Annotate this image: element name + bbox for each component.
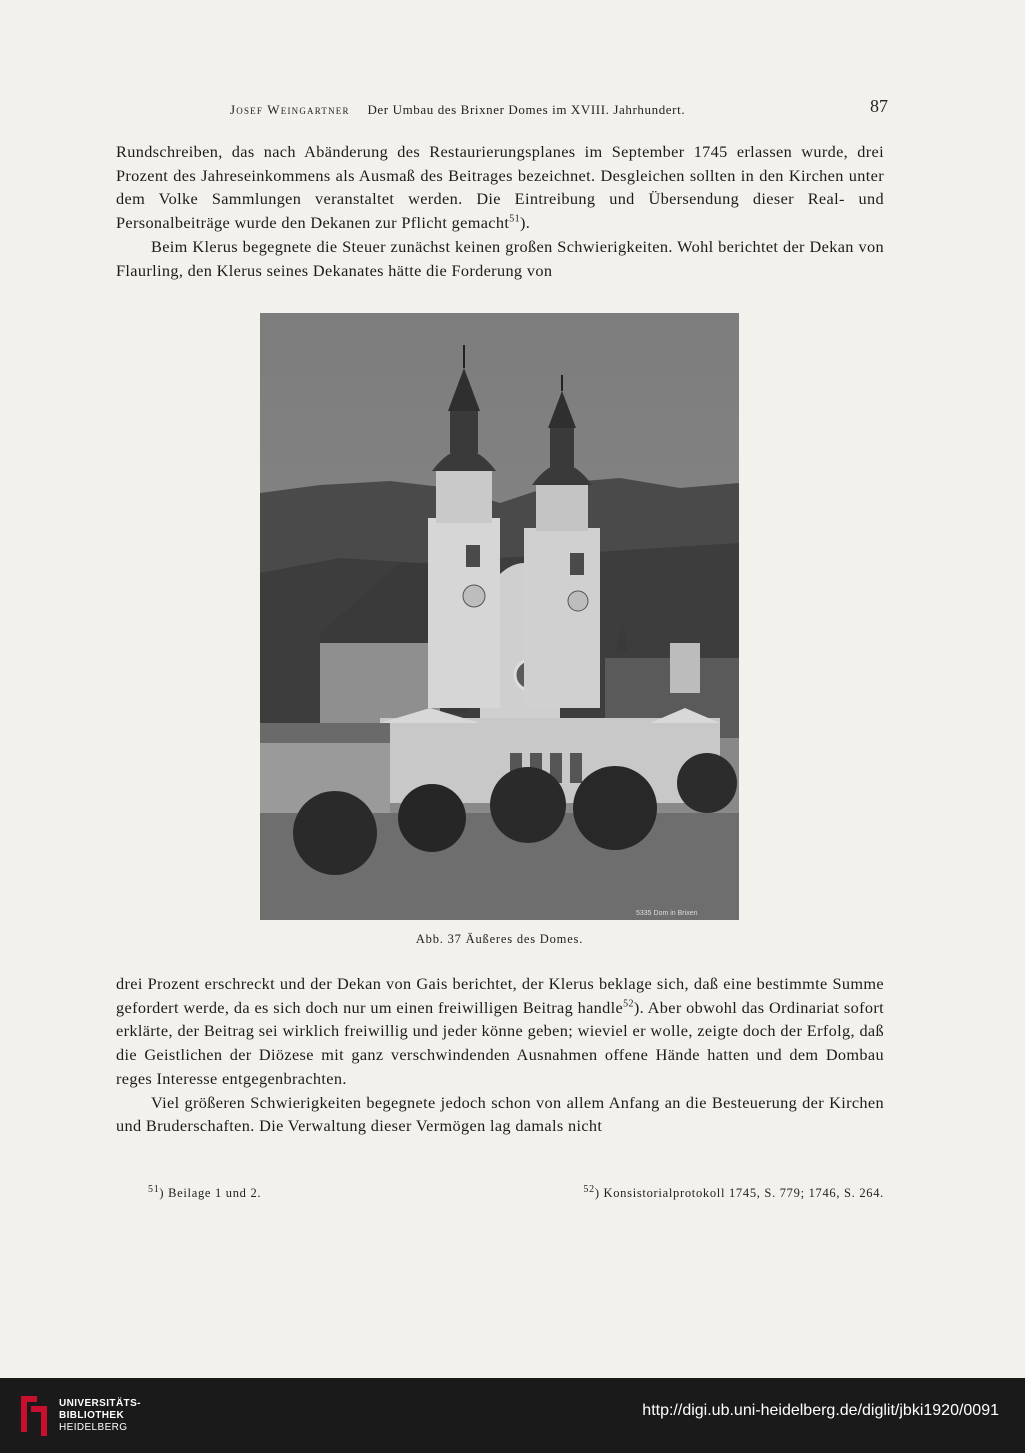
digitization-footer <box>0 1378 1025 1453</box>
page-number: 87 <box>870 96 888 116</box>
paragraph-1-end: ). <box>519 213 531 233</box>
body-text-top <box>116 140 884 282</box>
footnote-52-ref: 52 <box>583 1183 595 1195</box>
footnote-51-text: ) Beilage 1 und 2. <box>159 1186 262 1200</box>
cathedral-photograph <box>260 313 739 920</box>
footnote-51-ref: 51 <box>148 1183 160 1195</box>
library-line-1: UNIVERSITÄTS- <box>59 1398 141 1409</box>
footnote-51 <box>148 1183 262 1200</box>
library-line-2: BIBLIOTHEK <box>59 1410 125 1421</box>
footnote-52 <box>583 1183 884 1201</box>
running-header <box>230 96 888 118</box>
paragraph-3b: ). Aber obwohl das Ordinariat sofort erklärte, der Beitrag sei wirklich freiwillig und jeder könne geben; wieviel er wolle, zeigte doch der Erfolg, daß die Geistlichen der Diözese mit ganz verschwindenden Ausnahmen offene Hände hatten und dem Dombau reges Interesse entgegenbrachten. <box>116 997 885 1088</box>
paragraph-4: Viel größeren Schwierigkeiten begegnete jedoch schon von allem Anfang an die Besteuerung der Kirchen und Bruderschaften. Die Verwaltung dieser Vermögen lag damals nicht <box>116 1092 884 1136</box>
permalink-url[interactable]: http://digi.ub.uni-heidelberg.de/diglit/jbki1920/0091 <box>642 1402 999 1419</box>
figure-caption: Abb. 37 Äußeres des Domes. <box>415 932 584 946</box>
footnotes <box>148 1183 884 1201</box>
library-name <box>59 1398 141 1434</box>
library-logo-icon <box>17 1392 51 1438</box>
header-author: Josef Weingartner <box>230 102 350 117</box>
paragraph-2: Beim Klerus begegnete die Steuer zunächst keinen großen Schwierigkeiten. Wohl berichtet der Dekan von Flaurling, den Klerus seines Dekanates hätte die Forderung von <box>116 236 884 280</box>
library-line-3: HEIDELBERG <box>59 1422 128 1433</box>
paragraph-3a: drei Prozent erschreckt und der Dekan von Gais berichtet, der Klerus beklage sich, daß eine bestimmte Summe gefordert werde, da es sich doch nur um einen freiwilligen Beitrag handle <box>116 974 884 1017</box>
photo-credit: 5335 Dom in Brixen <box>636 910 698 917</box>
footnote-52-text: ) Konsistorialprotokoll 1745, S. 779; 1746, S. 264. <box>594 1186 884 1200</box>
footnote-ref-52: 52 <box>623 998 634 1010</box>
footnote-ref-51: 51 <box>509 213 520 225</box>
paragraph-1: Rundschreiben, das nach Abänderung des Restaurierungsplanes im September 1745 erlassen wurde, drei Prozent des Jahreseinkommens als Ausmaß des Beitrages bezeichnet. Desgleichen sollten in den Kirchen unter dem Volke Sammlungen veranstaltet werden. Die Eintreibung und Übersendung dieser Real- und Personalbeiträge wurde den Dekanen zur Pflicht gemacht <box>116 142 884 233</box>
body-text-bottom <box>116 972 884 1138</box>
header-title: Der Umbau des Brixner Domes im XVIII. Jahrhundert. <box>367 102 686 117</box>
